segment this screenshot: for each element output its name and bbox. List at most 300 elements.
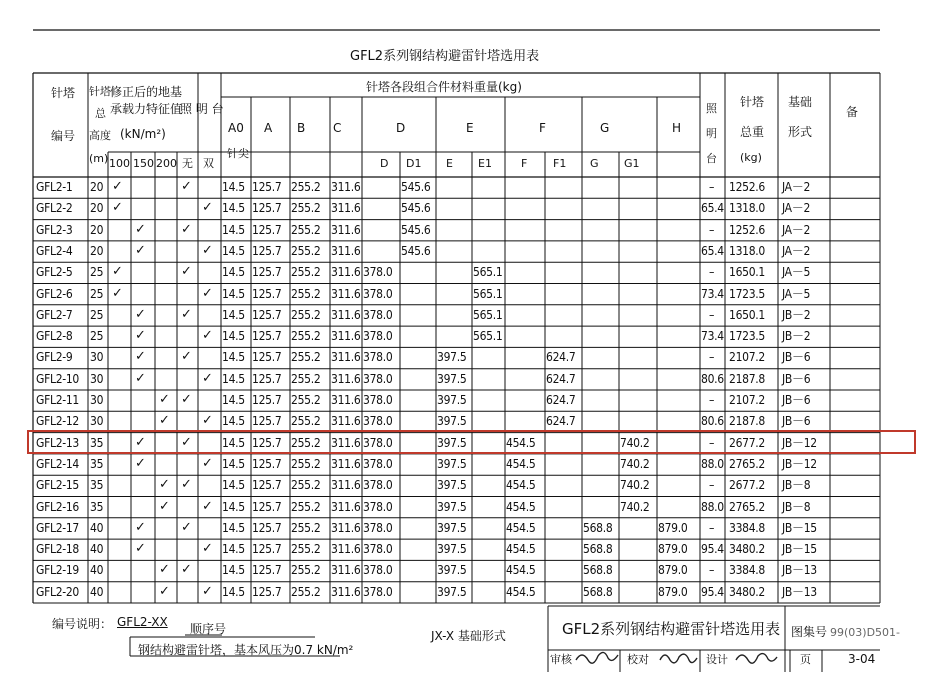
row-weight-D: 378.0 xyxy=(363,414,393,429)
row-foundation-type: JA－5 xyxy=(782,265,811,280)
header-weights-title: 针塔各段组合件材料重量(kg) xyxy=(366,80,522,94)
header-id-line1: 针塔 xyxy=(51,86,76,100)
row-light-double-check: ✓ xyxy=(202,370,213,386)
header-height-line2: 总 xyxy=(95,107,106,120)
header-bearing-100: 100 xyxy=(109,157,130,170)
row-weight-A: 125.7 xyxy=(252,499,282,514)
row-weight-E1: 565.1 xyxy=(473,307,503,322)
row-id: GFL2-6 xyxy=(36,286,73,301)
row-weight-B: 255.2 xyxy=(291,265,321,280)
row-foundation-type: JB－6 xyxy=(782,393,811,407)
row-weight-A0: 14.5 xyxy=(222,435,245,450)
row-weight-B: 255.2 xyxy=(291,371,321,386)
row-weight-A0: 14.5 xyxy=(222,243,245,258)
row-light-none-check: ✓ xyxy=(181,562,192,578)
row-weight-C: 311.6 xyxy=(331,435,361,450)
row-bearing-200-check: ✓ xyxy=(159,392,170,407)
row-foundation-type: JB－6 xyxy=(782,350,811,365)
row-lamp-weight: – xyxy=(709,222,715,237)
row-bearing-200-check: ✓ xyxy=(159,498,170,514)
header-seg-F: F xyxy=(539,121,546,135)
row-total-weight: 3480.2 xyxy=(729,584,765,599)
header-sub-D: D xyxy=(380,157,389,170)
row-weight-D1: 545.6 xyxy=(401,201,431,216)
row-foundation-type: JB－6 xyxy=(782,371,811,386)
row-foundation-type: JB－2 xyxy=(782,307,811,322)
row-lamp-weight: 73.4 xyxy=(701,329,724,344)
row-weight-B: 255.2 xyxy=(291,393,321,407)
row-weight-D: 378.0 xyxy=(363,478,393,493)
header-lamp-line1: 照 xyxy=(706,102,717,115)
row-height: 35 xyxy=(90,435,104,450)
row-weight-E1: 565.1 xyxy=(473,329,503,344)
row-weight-G1: 740.2 xyxy=(620,478,650,493)
row-weight-B: 255.2 xyxy=(291,180,321,194)
row-weight-C: 311.6 xyxy=(331,499,361,514)
header-height-line3: 高度 xyxy=(89,129,111,142)
row-weight-B: 255.2 xyxy=(291,307,321,322)
row-weight-F1: 624.7 xyxy=(546,393,576,407)
row-weight-E: 397.5 xyxy=(437,584,467,599)
header-seg-A: A xyxy=(264,121,273,135)
row-weight-A: 125.7 xyxy=(252,478,282,493)
row-weight-A0: 14.5 xyxy=(222,329,245,344)
row-weight-A0: 14.5 xyxy=(222,542,245,557)
row-total-weight: 1318.0 xyxy=(729,243,765,258)
row-weight-E: 397.5 xyxy=(437,499,467,514)
row-weight-A0: 14.5 xyxy=(222,307,245,322)
row-weight-D: 378.0 xyxy=(363,286,393,301)
row-weight-C: 311.6 xyxy=(331,393,361,407)
footer-review-label: 审核 xyxy=(550,653,572,666)
header-seg-E: E xyxy=(466,121,474,135)
row-weight-A0: 14.5 xyxy=(222,499,245,514)
row-weight-F: 454.5 xyxy=(506,584,536,599)
header-sub-E: E xyxy=(446,157,453,170)
row-light-double-check: ✓ xyxy=(202,285,213,301)
row-weight-G1: 740.2 xyxy=(620,499,650,514)
row-lamp-weight: 65.4 xyxy=(701,201,724,216)
row-foundation-type: JB－15 xyxy=(782,520,817,535)
row-lamp-weight: – xyxy=(709,563,715,578)
row-weight-B: 255.2 xyxy=(291,414,321,429)
header-total-line1: 针塔 xyxy=(740,95,765,109)
row-total-weight: 2107.2 xyxy=(729,393,765,407)
row-id: GFL2-13 xyxy=(36,435,79,450)
row-bearing-100-check: ✓ xyxy=(112,200,123,216)
row-height: 25 xyxy=(90,307,104,322)
row-weight-E: 397.5 xyxy=(437,520,467,535)
row-weight-E: 397.5 xyxy=(437,563,467,578)
row-weight-A: 125.7 xyxy=(252,350,282,365)
row-id: GFL2-5 xyxy=(36,265,73,280)
row-weight-A0: 14.5 xyxy=(222,393,245,407)
row-weight-D: 378.0 xyxy=(363,542,393,557)
row-weight-G1: 740.2 xyxy=(620,435,650,450)
header-bearing-line1: 修正后的地基 xyxy=(110,85,183,99)
header-lighting: 照 明 台 xyxy=(180,102,224,116)
row-id: GFL2-7 xyxy=(36,307,73,322)
row-weight-B: 255.2 xyxy=(291,456,321,471)
table-title: GFL2系列钢结构避雷针塔选用表 xyxy=(350,49,540,64)
row-weight-B: 255.2 xyxy=(291,478,321,493)
row-bearing-200-check: ✓ xyxy=(159,413,170,429)
row-id: GFL2-11 xyxy=(36,393,79,407)
row-total-weight: 1723.5 xyxy=(729,329,765,344)
row-weight-D: 378.0 xyxy=(363,393,393,407)
row-total-weight: 1252.6 xyxy=(729,222,765,237)
row-lamp-weight: 95.4 xyxy=(701,542,724,557)
header-found-line1: 基础 xyxy=(788,95,813,109)
row-weight-A: 125.7 xyxy=(252,520,282,535)
header-sub-F: F xyxy=(521,157,528,170)
header-seg-C: C xyxy=(333,121,342,135)
header-seg-B: B xyxy=(297,121,306,135)
footer-check-label: 校对 xyxy=(627,653,649,666)
row-weight-C: 311.6 xyxy=(331,350,361,365)
row-foundation-type: JB－6 xyxy=(782,414,811,429)
header-total-line2: 总重 xyxy=(740,125,765,139)
row-weight-A0: 14.5 xyxy=(222,520,245,535)
row-weight-D: 378.0 xyxy=(363,265,393,280)
row-height: 35 xyxy=(90,456,104,471)
row-weight-A: 125.7 xyxy=(252,563,282,578)
row-weight-C: 311.6 xyxy=(331,222,361,237)
row-bearing-100-check: ✓ xyxy=(112,264,123,280)
row-weight-A0: 14.5 xyxy=(222,478,245,493)
row-weight-C: 311.6 xyxy=(331,478,361,493)
row-weight-C: 311.6 xyxy=(331,584,361,599)
header-sub-G1: G1 xyxy=(624,157,640,170)
row-weight-A: 125.7 xyxy=(252,286,282,301)
footer-page-value: 3-04 xyxy=(848,652,876,666)
row-bearing-150-check: ✓ xyxy=(135,519,146,535)
header-total-unit: (kg) xyxy=(740,151,762,164)
row-light-double-check: ✓ xyxy=(202,498,213,514)
footer-foundation-note: JX-X 基础形式 xyxy=(431,629,506,643)
row-height: 20 xyxy=(90,201,104,216)
row-total-weight: 2107.2 xyxy=(729,350,765,365)
row-total-weight: 2187.8 xyxy=(729,371,765,386)
row-weight-G1: 740.2 xyxy=(620,456,650,471)
row-weight-F: 454.5 xyxy=(506,478,536,493)
row-total-weight: 2765.2 xyxy=(729,499,765,514)
row-id: GFL2-18 xyxy=(36,542,79,557)
row-weight-F: 454.5 xyxy=(506,542,536,557)
row-weight-E1: 565.1 xyxy=(473,286,503,301)
row-weight-D: 378.0 xyxy=(363,499,393,514)
row-weight-A: 125.7 xyxy=(252,307,282,322)
header-note: 备 xyxy=(846,105,859,119)
row-bearing-150-check: ✓ xyxy=(135,370,146,386)
header-bearing-unit: (kN/m²) xyxy=(120,127,166,141)
row-weight-G: 568.8 xyxy=(583,542,613,557)
row-lamp-weight: 95.4 xyxy=(701,584,724,599)
footer-code-label: 编号说明： xyxy=(52,617,113,631)
row-weight-B: 255.2 xyxy=(291,584,321,599)
row-height: 35 xyxy=(90,478,104,493)
row-weight-D: 378.0 xyxy=(363,563,393,578)
row-light-none-check: ✓ xyxy=(181,306,192,322)
row-weight-C: 311.6 xyxy=(331,414,361,429)
row-total-weight: 2677.2 xyxy=(729,478,765,493)
row-weight-E: 397.5 xyxy=(437,350,467,365)
row-total-weight: 2677.2 xyxy=(729,435,765,450)
row-weight-A: 125.7 xyxy=(252,201,282,216)
row-foundation-type: JB－13 xyxy=(782,584,817,599)
row-foundation-type: JB－8 xyxy=(782,499,811,514)
row-weight-B: 255.2 xyxy=(291,563,321,578)
row-height: 30 xyxy=(90,393,104,407)
row-weight-C: 311.6 xyxy=(331,329,361,344)
row-weight-E: 397.5 xyxy=(437,371,467,386)
row-weight-D1: 545.6 xyxy=(401,243,431,258)
row-bearing-150-check: ✓ xyxy=(135,306,146,322)
row-weight-G: 568.8 xyxy=(583,584,613,599)
header-seg-A0: A0 xyxy=(228,121,244,135)
row-id: GFL2-15 xyxy=(36,478,79,493)
row-weight-B: 255.2 xyxy=(291,329,321,344)
row-light-none-check: ✓ xyxy=(181,392,192,407)
row-weight-A0: 14.5 xyxy=(222,371,245,386)
row-weight-F: 454.5 xyxy=(506,499,536,514)
row-weight-B: 255.2 xyxy=(291,435,321,450)
row-foundation-type: JB－2 xyxy=(782,329,811,344)
row-weight-H: 879.0 xyxy=(658,584,688,599)
row-lamp-weight: 88.0 xyxy=(701,456,724,471)
row-weight-F: 454.5 xyxy=(506,520,536,535)
header-seg-D: D xyxy=(396,121,406,135)
row-weight-A0: 14.5 xyxy=(222,222,245,237)
header-sub-G: G xyxy=(590,157,599,170)
row-light-double-check: ✓ xyxy=(202,242,213,258)
row-id: GFL2-14 xyxy=(36,456,79,471)
header-bearing-150: 150 xyxy=(133,157,154,170)
row-foundation-type: JA－2 xyxy=(782,222,811,237)
row-height: 35 xyxy=(90,499,104,514)
row-weight-A0: 14.5 xyxy=(222,584,245,599)
row-total-weight: 3480.2 xyxy=(729,542,765,557)
row-id: GFL2-10 xyxy=(36,371,79,386)
row-weight-G: 568.8 xyxy=(583,520,613,535)
row-weight-C: 311.6 xyxy=(331,307,361,322)
row-bearing-200-check: ✓ xyxy=(159,477,170,493)
row-weight-A: 125.7 xyxy=(252,542,282,557)
row-bearing-100-check: ✓ xyxy=(112,179,123,194)
row-weight-E1: 565.1 xyxy=(473,265,503,280)
row-weight-D: 378.0 xyxy=(363,456,393,471)
row-weight-A: 125.7 xyxy=(252,243,282,258)
row-weight-A: 125.7 xyxy=(252,584,282,599)
header-sub-D1: D1 xyxy=(406,157,422,170)
row-weight-A0: 14.5 xyxy=(222,180,245,194)
row-lamp-weight: – xyxy=(709,350,715,365)
row-height: 40 xyxy=(90,542,104,557)
row-weight-C: 311.6 xyxy=(331,243,361,258)
row-bearing-150-check: ✓ xyxy=(135,434,146,450)
row-weight-D: 378.0 xyxy=(363,350,393,365)
row-weight-C: 311.6 xyxy=(331,456,361,471)
row-weight-A0: 14.5 xyxy=(222,456,245,471)
row-height: 20 xyxy=(90,222,104,237)
row-lamp-weight: – xyxy=(709,265,715,280)
row-lamp-weight: 73.4 xyxy=(701,286,724,301)
row-weight-F1: 624.7 xyxy=(546,350,576,365)
highlight-box-row-13 xyxy=(27,430,916,454)
row-height: 30 xyxy=(90,371,104,386)
row-weight-D: 378.0 xyxy=(363,307,393,322)
row-weight-A0: 14.5 xyxy=(222,201,245,216)
footer-page-label: 页 xyxy=(800,653,811,666)
header-light-double: 双 xyxy=(203,157,214,170)
row-lamp-weight: 88.0 xyxy=(701,499,724,514)
row-light-none-check: ✓ xyxy=(181,221,192,237)
row-weight-E: 397.5 xyxy=(437,542,467,557)
header-seg-H: H xyxy=(672,121,682,135)
row-lamp-weight: 80.6 xyxy=(701,371,724,386)
row-lamp-weight: – xyxy=(709,307,715,322)
row-total-weight: 1650.1 xyxy=(729,265,765,280)
row-height: 25 xyxy=(90,329,104,344)
row-weight-C: 311.6 xyxy=(331,520,361,535)
row-foundation-type: JB－12 xyxy=(782,456,817,471)
row-total-weight: 1650.1 xyxy=(729,307,765,322)
row-total-weight: 1318.0 xyxy=(729,201,765,216)
row-weight-C: 311.6 xyxy=(331,371,361,386)
row-total-weight: 1252.6 xyxy=(729,180,765,194)
row-weight-B: 255.2 xyxy=(291,350,321,365)
row-bearing-100-check: ✓ xyxy=(112,285,123,301)
row-weight-F: 454.5 xyxy=(506,563,536,578)
row-height: 30 xyxy=(90,414,104,429)
row-weight-H: 879.0 xyxy=(658,563,688,578)
row-weight-C: 311.6 xyxy=(331,180,361,194)
header-bearing-line2: 承载力特征值 xyxy=(110,102,183,116)
row-weight-H: 879.0 xyxy=(658,542,688,557)
row-weight-A: 125.7 xyxy=(252,456,282,471)
row-bearing-150-check: ✓ xyxy=(135,349,146,365)
row-id: GFL2-16 xyxy=(36,499,79,514)
row-weight-C: 311.6 xyxy=(331,265,361,280)
row-weight-A: 125.7 xyxy=(252,435,282,450)
row-height: 40 xyxy=(90,584,104,599)
row-weight-E: 397.5 xyxy=(437,414,467,429)
row-light-double-check: ✓ xyxy=(202,413,213,429)
footer-atlas-value: 99(03)D501- xyxy=(830,626,901,639)
row-weight-D: 378.0 xyxy=(363,371,393,386)
footer-sheet-title: GFL2系列钢结构避雷针塔选用表 xyxy=(562,620,781,638)
row-id: GFL2-12 xyxy=(36,414,79,429)
row-weight-H: 879.0 xyxy=(658,520,688,535)
row-bearing-150-check: ✓ xyxy=(135,328,146,344)
row-lamp-weight: 80.6 xyxy=(701,414,724,429)
header-light-none: 无 xyxy=(182,157,193,170)
row-bearing-150-check: ✓ xyxy=(135,242,146,258)
row-id: GFL2-3 xyxy=(36,222,73,237)
row-total-weight: 2187.8 xyxy=(729,414,765,429)
header-bearing-200: 200 xyxy=(156,157,177,170)
row-foundation-type: JB－8 xyxy=(782,478,811,493)
row-total-weight: 1723.5 xyxy=(729,286,765,301)
footer-atlas-label: 图集号 xyxy=(791,625,828,639)
row-weight-D: 378.0 xyxy=(363,584,393,599)
footer-desc: 钢结构避雷针塔，基本风压为0.7 kN/m² xyxy=(138,643,354,657)
row-total-weight: 3384.8 xyxy=(729,520,765,535)
row-foundation-type: JA－2 xyxy=(782,180,811,194)
row-light-double-check: ✓ xyxy=(202,583,213,599)
row-light-none-check: ✓ xyxy=(181,179,192,194)
header-seg-G: G xyxy=(600,121,610,135)
row-weight-A: 125.7 xyxy=(252,180,282,194)
row-height: 25 xyxy=(90,265,104,280)
row-height: 30 xyxy=(90,350,104,365)
row-light-none-check: ✓ xyxy=(181,434,192,450)
row-weight-B: 255.2 xyxy=(291,201,321,216)
header-id-line2: 编号 xyxy=(51,129,76,143)
header-height-line4: (m) xyxy=(89,152,109,165)
row-weight-A0: 14.5 xyxy=(222,414,245,429)
row-weight-G: 568.8 xyxy=(583,563,613,578)
row-weight-E: 397.5 xyxy=(437,393,467,407)
header-height-line1: 针塔 xyxy=(89,85,111,98)
row-weight-A: 125.7 xyxy=(252,265,282,280)
row-weight-D1: 545.6 xyxy=(401,180,431,194)
row-height: 40 xyxy=(90,520,104,535)
row-weight-A0: 14.5 xyxy=(222,265,245,280)
row-total-weight: 3384.8 xyxy=(729,563,765,578)
row-bearing-150-check: ✓ xyxy=(135,221,146,237)
footer-code-value: GFL2-XX xyxy=(117,615,168,629)
row-light-double-check: ✓ xyxy=(202,328,213,344)
row-weight-B: 255.2 xyxy=(291,222,321,237)
row-light-none-check: ✓ xyxy=(181,477,192,493)
row-weight-C: 311.6 xyxy=(331,201,361,216)
row-weight-A: 125.7 xyxy=(252,371,282,386)
row-height: 20 xyxy=(90,243,104,258)
row-weight-C: 311.6 xyxy=(331,563,361,578)
row-weight-A: 125.7 xyxy=(252,329,282,344)
row-light-double-check: ✓ xyxy=(202,541,213,557)
row-weight-D: 378.0 xyxy=(363,520,393,535)
footer-seq-label: 顺序号 xyxy=(190,622,227,636)
row-weight-F: 454.5 xyxy=(506,435,536,450)
header-found-line2: 形式 xyxy=(788,125,813,139)
header-lamp-line3: 台 xyxy=(706,152,717,165)
row-id: GFL2-9 xyxy=(36,350,73,365)
row-height: 25 xyxy=(90,286,104,301)
row-foundation-type: JB－15 xyxy=(782,542,817,557)
row-foundation-type: JA－2 xyxy=(782,201,811,216)
row-id: GFL2-19 xyxy=(36,563,79,578)
header-seg-A0-tip: 针尖 xyxy=(227,147,249,160)
row-weight-A0: 14.5 xyxy=(222,350,245,365)
row-weight-A0: 14.5 xyxy=(222,563,245,578)
row-weight-E: 397.5 xyxy=(437,435,467,450)
row-foundation-type: JA－2 xyxy=(782,243,811,258)
row-id: GFL2-8 xyxy=(36,329,73,344)
row-weight-A: 125.7 xyxy=(252,222,282,237)
row-lamp-weight: – xyxy=(709,435,715,450)
row-light-double-check: ✓ xyxy=(202,200,213,216)
row-weight-A: 125.7 xyxy=(252,414,282,429)
row-weight-B: 255.2 xyxy=(291,520,321,535)
row-weight-A: 125.7 xyxy=(252,393,282,407)
row-light-none-check: ✓ xyxy=(181,519,192,535)
row-weight-F: 454.5 xyxy=(506,456,536,471)
row-id: GFL2-1 xyxy=(36,180,73,194)
row-id: GFL2-20 xyxy=(36,584,79,599)
row-lamp-weight: 65.4 xyxy=(701,243,724,258)
